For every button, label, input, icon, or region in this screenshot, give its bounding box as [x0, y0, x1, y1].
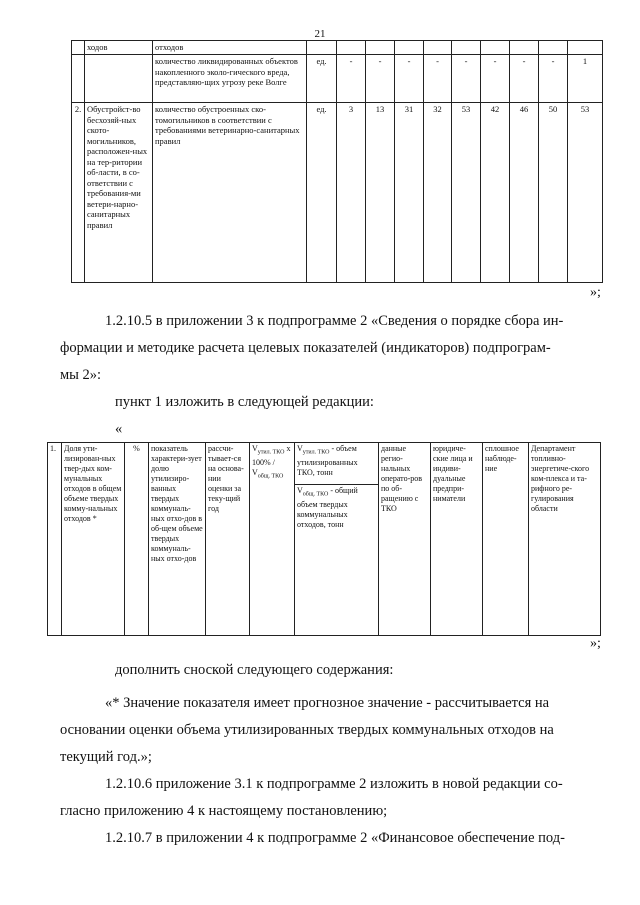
page-number: 21: [314, 28, 326, 40]
table-cell: Департамент топливно-энергетиче-ского ком-плекса и та-рифного ре-гулирования области: [529, 443, 601, 636]
paragraph-line: формации и методике расчета целевых показателей (индикаторов) подпрограм-: [60, 340, 551, 356]
paragraph-line: текущий год.»;: [60, 749, 152, 765]
table-row: [72, 103, 603, 283]
closing-quote: »;: [590, 636, 601, 651]
table-row: [48, 443, 601, 485]
table-row: [72, 41, 603, 55]
table-cell: ед.: [307, 55, 337, 103]
table-cell: количество обустроенных ско-томогильников в соответствии с требованиями ветеринарно-санитарных правил: [153, 103, 307, 283]
formula-cell: $V_{утил. ТКО}$ x $100\% / V_{общ. ТКО}$: [250, 443, 295, 636]
table-cell: [539, 41, 568, 55]
table-cell: 46: [510, 103, 539, 283]
table-cell: [452, 41, 481, 55]
paragraph-line: гласно приложению 4 к настоящему постановлению;: [60, 803, 388, 819]
table-cell: [307, 41, 337, 55]
table-cell: [366, 41, 395, 55]
table-cell: [481, 41, 510, 55]
targets-table: [71, 40, 603, 283]
table-cell: [72, 55, 85, 103]
paragraph-line: «* Значение показателя имеет прогнозное значение - рассчитывается на: [105, 695, 550, 711]
table-cell: ед.: [307, 103, 337, 283]
table-cell: [85, 55, 153, 103]
opening-quote: «: [115, 421, 123, 437]
table-cell: -: [452, 55, 481, 103]
table-cell: сплошное наблюде-ние: [483, 443, 529, 636]
table-cell: отходов: [153, 41, 307, 55]
table-cell: [510, 41, 539, 55]
paragraph-line: 1.2.10.6 приложение 3.1 к подпрограмме 2 изложить в новой редакции со-: [105, 776, 563, 792]
table-cell: 13: [366, 103, 395, 283]
table-cell: 53: [568, 103, 603, 283]
table-cell: 1: [568, 55, 603, 103]
paragraph-line: основании оценки объема утилизированных твердых коммунальных отходов на: [60, 722, 554, 738]
paragraph-line: дополнить сноской следующего содержания:: [115, 662, 394, 678]
table-cell: показатель характери-зует долю утилизиро-ванных твердых коммуналь-ных отхо-дов в об-щем объеме твердых коммуналь-ных отхо-дов: [149, 443, 206, 636]
table-cell: -: [424, 55, 452, 103]
paragraph-line: мы 2»:: [60, 367, 102, 383]
table-cell: -: [337, 55, 366, 103]
paragraph-line: 1.2.10.5 в приложении 3 к подпрограмме 2 «Сведения о порядке сбора ин-: [105, 313, 564, 329]
table-cell: ходов: [85, 41, 153, 55]
table-cell: 53: [452, 103, 481, 283]
table-cell: Доля ути-лизирован-ных твер-дых ком-мунальных отходов в общем объеме твердых комму-нальных отходов *: [62, 443, 125, 636]
table-cell: [568, 41, 603, 55]
table-row: [72, 55, 603, 103]
table-cell: 32: [424, 103, 452, 283]
table-cell: 3: [337, 103, 366, 283]
table-cell: 1.: [48, 443, 62, 636]
table-cell: 50: [539, 103, 568, 283]
table-cell: %: [125, 443, 149, 636]
table-cell: [395, 41, 424, 55]
table-cell: рассчи-тывает-ся на основа-нии оценки за теку-щий год: [206, 443, 250, 636]
table-cell: данные регио-нальных операто-ров по об-ращению с ТКО: [379, 443, 431, 636]
paragraph-line: 1.2.10.7 в приложении 4 к подпрограмме 2 «Финансовое обеспечение под-: [105, 830, 565, 846]
table-cell: -: [366, 55, 395, 103]
table-cell: -: [481, 55, 510, 103]
table-cell: количество ликвидированных объектов накопленного эколо-гического вреда, представляю-щих угрозу реке Волге: [153, 55, 307, 103]
table-cell: [337, 41, 366, 55]
indicator-table: [47, 442, 601, 636]
variable-cell: $V_{утил. ТКО}$ - объем утилизированных ТКО, тонн: [295, 443, 379, 485]
table-cell: Обустройст-во бесхозяй-ных ското-могильников, расположен-ных на тер-ритории об-ласти, в со-ответствии с требования-ми ветери-нарно-санитарных правил: [85, 103, 153, 283]
table-cell: 2.: [72, 103, 85, 283]
table-cell: [72, 41, 85, 55]
table-cell: -: [539, 55, 568, 103]
table-cell: юридиче-ские лица и индиви-дуальные предпри-ниматели: [431, 443, 483, 636]
table-cell: [424, 41, 452, 55]
table-cell: 42: [481, 103, 510, 283]
closing-quote: »;: [590, 285, 601, 300]
table-cell: -: [395, 55, 424, 103]
table-cell: -: [510, 55, 539, 103]
paragraph-line: пункт 1 изложить в следующей редакции:: [115, 394, 374, 410]
variable-cell: $V_{общ. ТКО}$ - общий объем твердых коммунальных отходов, тонн: [295, 485, 379, 636]
table-cell: 31: [395, 103, 424, 283]
